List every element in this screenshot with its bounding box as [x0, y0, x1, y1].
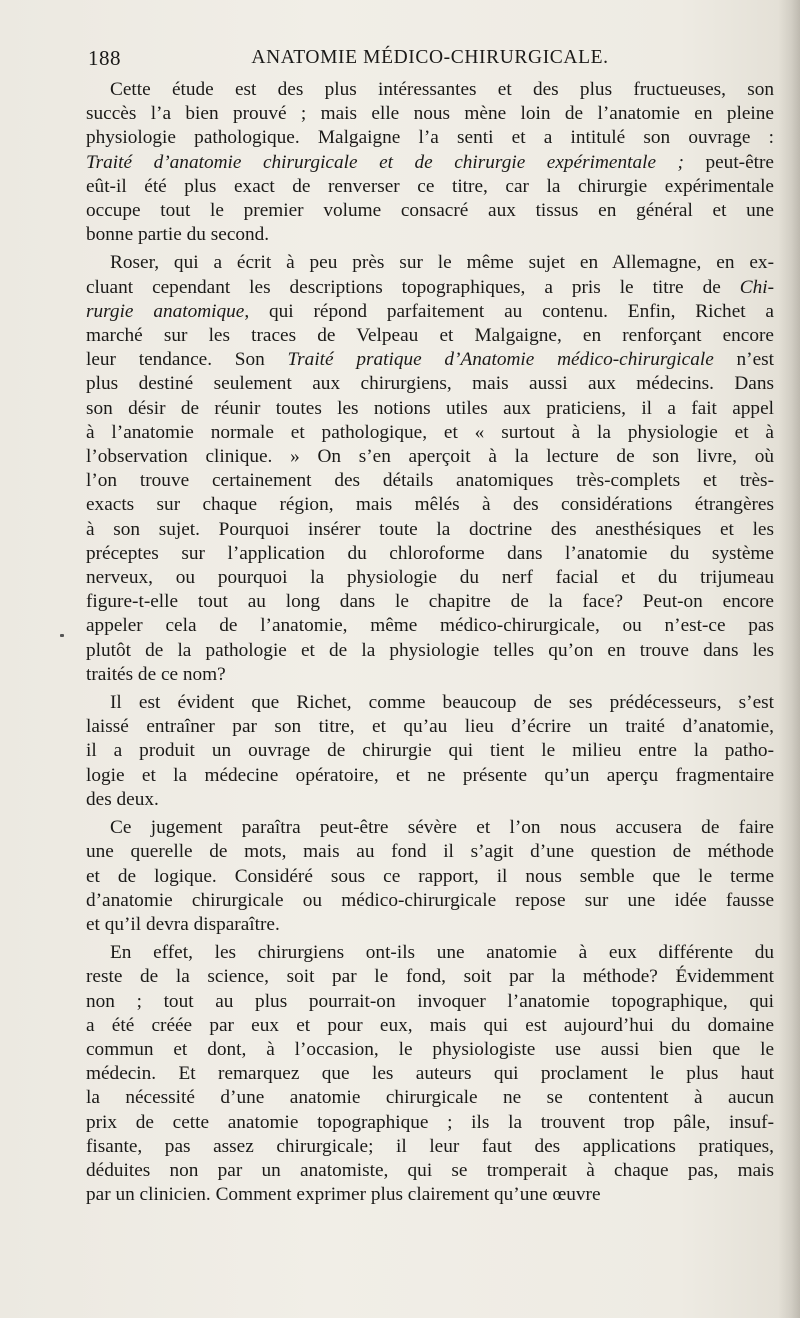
text-line: leur tendance. Son Traité pratique d’Anatomie médico-chirurgicale n’est [86, 349, 774, 371]
text-line: médecin. Et remarquez que les auteurs qui proclament le plus haut [86, 1063, 774, 1085]
text-line: une querelle de mots, mais au fond il s’agit d’une question de méthode [86, 841, 774, 863]
margin-mark [60, 634, 64, 637]
paragraph [86, 251, 774, 687]
text-line: Cette étude est des plus intéressantes et des plus fructueuses, son [110, 79, 774, 100]
text-line: et de logique. Considéré sous ce rapport, il nous semble que le terme [86, 865, 774, 887]
text-line: la nécessité d’une anatomie chirurgicale ne se contentent à aucun [86, 1087, 774, 1109]
paragraph [86, 941, 774, 1207]
text-line: il a produit un ouvrage de chirurgie qui tient le milieu entre la patho- [86, 740, 774, 762]
text-line: Roser, qui a écrit à peu près sur le même sujet en Allemagne, en ex- [110, 252, 774, 274]
paragraph [86, 816, 774, 937]
text-line: rurgie anatomique, qui répond parfaitement au contenu. Enfin, Richet a [86, 300, 774, 322]
text-line: l’observation clinique. » On s’en aperçoit à la lecture de son livre, où [86, 446, 774, 468]
page-number: 188 [88, 46, 121, 70]
text-line: par un clinicien. Comment exprimer plus clairement qu’une œuvre [86, 1184, 601, 1206]
text-line: plutôt de la pathologie et de la physiologie telles qu’on en trouve dans les [86, 639, 774, 661]
text-line: non ; tout au plus pourrait-on invoquer l’anatomie topographique, qui [86, 990, 774, 1012]
text-line: bonne partie du second. [86, 224, 270, 246]
text-line: nerveux, ou pourquoi la physiologie du nerf facial et du trijumeau [86, 567, 774, 589]
text-line: figure-t-elle tout au long dans le chapitre de la face? Peut-on encore [86, 591, 774, 613]
text-line: Ce jugement paraîtra peut-être sévère et l’on nous accusera de faire [110, 817, 774, 839]
text-line: a été créée par eux et pour eux, mais qui est aujourd’hui du domaine [86, 1014, 774, 1036]
text-line: marché sur les traces de Velpeau et Malgaigne, en renforçant encore [86, 325, 774, 347]
text-line: appeler cela de l’anatomie, même médico-chirurgicale, ou n’est-ce pas [86, 615, 774, 637]
text-line: préceptes sur l’application du chloroforme dans l’anatomie du système [86, 542, 774, 564]
running-title: ANATOMIE MÉDICO-CHIRURGICALE. [251, 47, 609, 68]
text-line: succès l’a bien prouvé ; mais elle nous mène loin de l’anatomie en pleine [86, 103, 774, 125]
text-line: logie et la médecine opératoire, et ne présente qu’un aperçu fragmentaire [86, 764, 774, 786]
text-line: plus destiné seulement aux chirurgiens, mais aussi aux médecins. Dans [86, 373, 774, 395]
text-line: fisante, pas assez chirurgicale; il leur faut des applications pratiques, [86, 1135, 774, 1157]
text-line: exacts sur chaque région, mais mêlés à des considérations étrangères [86, 494, 774, 516]
text-line: des deux. [86, 788, 159, 810]
text-line: son désir de réunir toutes les notions utiles aux praticiens, il a fait appel [86, 397, 774, 419]
text-line: prix de cette anatomie topographique ; ils la trouvent trop pâle, insuf- [86, 1111, 774, 1133]
text-line: cluant cependant les descriptions topographiques, a pris le titre de Chi- [86, 276, 774, 298]
paragraph [86, 78, 774, 247]
paragraph [86, 691, 774, 812]
text-line: et qu’il devra disparaître. [86, 913, 280, 935]
text-line: commun et dont, à l’occasion, le physiologiste use aussi bien que le [86, 1038, 774, 1060]
text-line: à son sujet. Pourquoi insérer toute la doctrine des anesthésiques et les [86, 518, 774, 540]
text-line: laissé entraîner par son titre, et qu’au lieu d’écrire un traité d’anatomie, [86, 716, 774, 738]
text-line: reste de la science, soit par le fond, soit par la méthode? Évidemment [86, 966, 774, 988]
page-header [88, 46, 772, 72]
page-edge-shadow [778, 0, 800, 1318]
body-text [86, 78, 774, 1211]
text-line: d’anatomie chirurgicale ou médico-chirurgicale repose sur une idée fausse [86, 889, 774, 911]
text-line: traités de ce nom? [86, 663, 226, 685]
text-line: déduites non par un anatomiste, qui se tromperait à chaque pas, mais [86, 1159, 774, 1181]
text-line: physiologie pathologique. Malgaigne l’a senti et a intitulé son ouvrage : [86, 127, 774, 149]
text-line: Traité d’anatomie chirurgicale et de chirurgie expérimentale ; peut-être [86, 151, 774, 173]
text-line: Il est évident que Richet, comme beaucoup de ses prédécesseurs, s’est [110, 692, 774, 714]
text-line: eût-il été plus exact de renverser ce titre, car la chirurgie expérimentale [86, 175, 774, 197]
text-line: l’on trouve certainement des détails anatomiques très-complets et très- [86, 470, 774, 492]
text-line: En effet, les chirurgiens ont-ils une anatomie à eux différente du [110, 942, 774, 964]
text-line: à l’anatomie normale et pathologique, et « surtout à la physiologie et à [86, 421, 774, 443]
text-line: occupe tout le premier volume consacré aux tissus en général et une [86, 200, 774, 222]
